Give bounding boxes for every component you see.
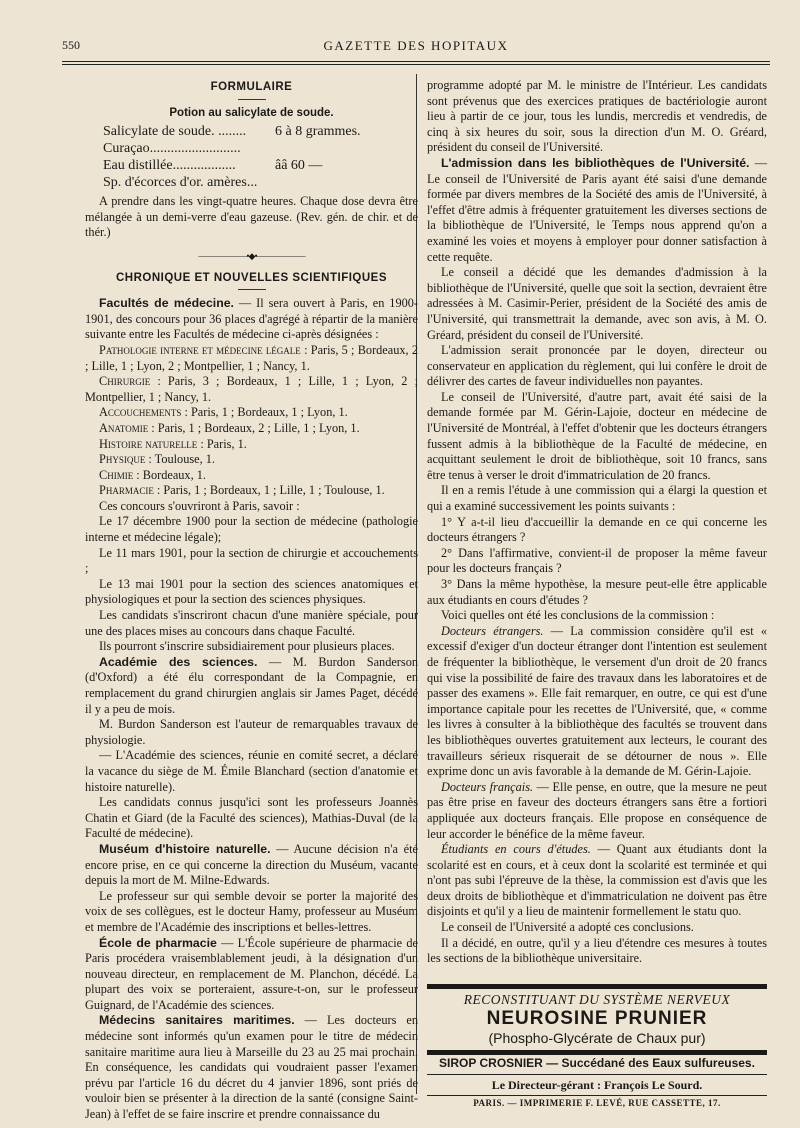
header-rule [62, 61, 770, 62]
admission-paragraph: L'admission dans les bibliothèques de l'Université. — Le conseil de l'Université de Paris ayant été saisi d'une demande formée par divers membres de la Société des amis de l'Université, à l'effet d'être admis à fréquenter gratuitement les diverses sections de la bibliothèque de l'Université, le Temps nous apprend qu'on a examiné les voies et moyens à employer pour donner satisfaction à cette requête. [427, 155, 767, 264]
paragraph: Ces concours s'ouvriront à Paris, savoir : [99, 498, 300, 513]
ecole-paragraph: École de pharmacie — L'École supérieure de pharmacie de Paris procédera vraisemblablement jeudi, à la désignation d'un nouveau directeur, en remplacement de M. Planchon, décédé. La plupart des voix se porteraient, assure-t-on, sur le professeur Guignard, de l'Académie des sciences. [85, 935, 418, 1012]
admission-heading: L'admission dans les bibliothèques de l'Université. [441, 155, 750, 170]
place-label: Pathologie interne et médecine légale [99, 342, 301, 357]
ingredient: Sp. d'écorces d'or. amères... [103, 175, 258, 191]
ingredient: Curaçao.......................... [103, 141, 241, 157]
place-row: Histoire naturelle : Paris, 1. [99, 436, 247, 451]
paragraph: — L'Académie des sciences, réunie en comité secret, a déclaré la vacance du siège de M. Émile Blanchard (section d'anatomie et histoire naturelle). [85, 748, 418, 794]
section-rule [238, 99, 266, 100]
imprimerie-line: PARIS. — IMPRIMERIE F. LEVÉ, RUE CASSETTE, 17. [473, 1098, 721, 1108]
place-row: Pharmacie : Paris, 1 ; Bordeaux, 1 ; Lille, 1 ; Toulouse, 1. [99, 483, 385, 498]
recipe-row [103, 174, 418, 191]
etrangers-label: Docteurs étrangers. [441, 623, 544, 638]
quantity: 6 à 8 grammes. [275, 124, 361, 140]
paragraph: M. Burdon Sanderson est l'auteur de remarquables travaux de physiologie. [85, 717, 418, 747]
ingredient: Eau distillée.................. [103, 158, 236, 174]
ad-rule-thin [427, 1074, 767, 1075]
place-row: Chirurgie : Paris, 3 ; Bordeaux, 1 ; Lille, 1 ; Lyon, 2 ; Montpellier, 1 ; Nancy, 1. [85, 374, 418, 404]
place-label: Pharmacie [99, 483, 154, 498]
ornament-divider: ——————•◆•—————— [198, 250, 305, 261]
paragraph: Il a décidé, en outre, qu'il y a lieu d'étendre ces mesures à toutes les sections de la bibliothèque universitaire. [427, 935, 767, 966]
paragraph: Le professeur sur qui semble devoir se porter la majorité des voix de ses collègues, est le docteur Hamy, professeur au Muséum et membre de l'Académie des inscriptions et belles-lettres. [85, 888, 418, 934]
recipe-row [103, 140, 418, 157]
recipe-title: Potion au salicylate de soude. [169, 106, 334, 119]
page-number: 550 [62, 38, 80, 52]
advertisement [427, 984, 767, 1108]
museum-paragraph: Muséum d'histoire naturelle. — Aucune décision n'a été encore prise, en ce qui concerne la direction du Muséum, vacante depuis la mort de M. Milne-Edwards. [85, 841, 419, 888]
paragraph: Le conseil a décidé que les demandes d'admission à la bibliothèque de l'Université, quelle que soit la section, devraient être adressées à M. Casimir-Perier, président de la Société des amis de l'Université, qui transmettrait la demande, avec son avis, à M. O. Gréard, président du conseil de l'Université. [427, 265, 767, 342]
paragraph: Le conseil de l'Université, d'autre part, avait été saisi de la demande formée par M. Gérin-Lajoie, docteur en médecine de l'Université de Montréal, à l'effet d'obtenir que les docteurs étrangers fussent admis à la bibliothèque de la Faculté de médecine, en acquittant seulement le droit de bibliothèque, soit 10 francs, sans être tenus à verser le droit d'immatriculation de 20 francs. [427, 389, 767, 482]
ingredient: Salicylate de soude. ........ [103, 124, 247, 140]
ad-line-neurosine: NEUROSINE PRUNIER [486, 1008, 708, 1029]
academie-heading: Académie des sciences. [99, 654, 258, 669]
place-label: Physique [99, 452, 146, 467]
paragraph: 1° Y a-t-il lieu d'accueillir la demande en ce qui concerne les docteurs étrangers ? [427, 514, 767, 545]
recipe-row [103, 123, 418, 140]
paragraph: L'admission serait prononcée par le doyen, directeur ou conservateur en application du règlement, qui lui confère le droit de délivrer des cartes de faveur individuelles non payantes. [427, 343, 767, 389]
ecole-heading: École de pharmacie [99, 935, 217, 950]
place-label: Histoire naturelle [99, 436, 198, 451]
francais-label: Docteurs français. [441, 779, 534, 794]
page-header [62, 38, 770, 60]
facultes-heading: Facultés de médecine. [99, 296, 234, 311]
museum-heading: Muséum d'histoire naturelle. [99, 841, 271, 856]
paragraph: programme adopté par M. le ministre de l'Intérieur. Les candidats sont prévenus que des exercices pratiques de bactériologie auront lieu à partir de ce jour, tous les lundis, mercredis et vendredis, de cinq à six heures du soir, sous la direction d'un M. O. Gréard, président du conseil de l'Université. [427, 78, 767, 155]
paragraph: Ils pourront s'inscrire subsidiairement pour plusieurs places. [99, 639, 395, 654]
place-label: Chirurgie [99, 374, 151, 389]
place-label: Accouchements [99, 405, 182, 420]
place-row: Physique : Toulouse, 1. [99, 452, 215, 467]
paragraph: Le conseil de l'Université a adopté ces conclusions. [441, 920, 694, 935]
academie-paragraph: Académie des sciences. — M. Burdon Sanderson (d'Oxford) a été élu correspondant de la Compagnie, en remplacement du grand chirurgien anglais sir James Paget, décédé il y a peu de mois. [85, 654, 418, 716]
ad-line-phospho: (Phospho-Glycérate de Chaux pur) [488, 1030, 706, 1046]
francais-paragraph: Docteurs français. — Elle pense, en outre, que la mesure ne peut pas être prise en faveur des docteurs étrangers sans être a fortiori appliquée aux docteurs français. Elle propose en conséquence de leur accorder le bénéfice de la même faveur. [427, 779, 767, 841]
place-row: Pathologie interne et médecine légale : Paris, 5 ; Bordeaux, 2 ; Lille, 1 ; Lyon, 2 ; Montpellier, 1 ; Nancy, 1. [85, 342, 418, 373]
place-row: Accouchements : Paris, 1 ; Bordeaux, 1 ; Lyon, 1. [99, 405, 348, 420]
section-rule [238, 289, 266, 290]
journal-title: GAZETTE DES HOPITAUX [323, 38, 509, 53]
etrangers-paragraph: Docteurs étrangers. — La commission considère qu'il est « excessif d'exiger d'un docteur étranger dont l'intention est seulement de fréquenter la bibliothèque, le versement d'un droit de 20 francs qui vise la possibilité de faire des travaux dans les laboratoires et de passer des examens ». Elle fait remarquer, en outre, ce qui est d'une importance capitale pour les recettes de l'Université, que, « comme les livres à consulter à la bibliothèque des facultés se trouvent dans les bibliothèques ouvertes gratuitement aux lecteurs, le courant des travailleurs sérieux risquerait de se détourner de nous ». Elle exprime donc un avis favorable à la demande de M. Gérin-Lajoie. [427, 623, 767, 779]
etudiants-paragraph: Étudiants en cours d'études. — Quant aux étudiants dont la scolarité est en cours, et à ceux dont la scolarité est terminée et qui n'ont pas subi l'épreuve de la thèse, la commission est d'avis que les deux droits de bibliothèque et d'immatriculation ne doivent pas être disjoints et qu'il y a lieu de maintenir formellement le statu quo. [427, 842, 767, 919]
recipe-list [103, 123, 418, 191]
place-row: Anatomie : Paris, 1 ; Bordeaux, 2 ; Lille, 1 ; Lyon, 1. [99, 420, 360, 435]
recipe-row [103, 157, 418, 174]
paragraph: Le 11 mars 1901, pour la section de chirurgie et accouchements ; [85, 545, 418, 576]
paragraph: 2° Dans l'affirmative, convient-il de proposer la même faveur pour les docteurs français ? [427, 545, 767, 576]
paragraph: Il en a remis l'étude à une commission qui a élargi la question et qui a examiné successivement les points suivants : [427, 483, 767, 514]
left-column [85, 78, 418, 1123]
formulaire-heading: FORMULAIRE [210, 81, 293, 93]
place-row: Chimie : Bordeaux, 1. [99, 467, 206, 482]
medecins-paragraph: Médecins sanitaires maritimes. — Les docteurs en médecine sont informés qu'un examen pour le titre de médecin sanitaire maritime aura lieu à Marseille du 23 au 25 mai prochain. En conséquence, les candidats qui voudraient passer l'examen prévu par l'article 16 du décret du 4 janvier 1896, sont priés de vouloir bien se présenter à la direction de la santé (consigne Saint-Jean) à l'effet de se faire inscrire et prendre connaissance du [85, 1013, 418, 1122]
quantity: ââ 60 — [275, 158, 323, 174]
medecins-heading: Médecins sanitaires maritimes. [99, 1013, 295, 1028]
paragraph: Les candidats s'inscriront chacun d'une manière spéciale, pour une des places mises au concours dans chaque Faculté. [85, 608, 418, 638]
paragraph: Le 13 mai 1901 pour la section des sciences anatomiques et physiologiques et pour la section des sciences physiques. [85, 576, 418, 607]
ad-rule-thin [427, 1095, 767, 1096]
directeur-gerant: Le Directeur-gérant : François Le Sourd. [491, 1078, 703, 1092]
paragraph: Voici quelles ont été les conclusions de la commission : [441, 608, 715, 623]
ad-line-sirop: SIROP CROSNIER — Succédané des Eaux sulfureuses. [439, 1056, 755, 1070]
place-label: Anatomie [99, 420, 149, 435]
paragraph: 3° Dans la même hypothèse, la mesure peut-elle être applicable aux étudiants en cours d'études ? [427, 577, 767, 607]
recipe-note: A prendre dans les vingt-quatre heures. Chaque dose devra être mélangée à un demi-verre d'eau gazeuse. (Rev. gén. de chir. et de thér.) [85, 194, 418, 240]
etudiants-label: Étudiants en cours d'études. [441, 842, 591, 857]
facultes-paragraph: Facultés de médecine. — Il sera ouvert à Paris, en 1900-1901, des concours pour 36 places d'agrégé à répartir de la manière suivante entre les Facultés de médecine ci-après désignées : [85, 296, 418, 342]
ad-line-reconstituant: RECONSTITUANT DU SYSTÈME NERVEUX [463, 992, 731, 1007]
place-label: Chimie [99, 467, 134, 482]
chronique-heading: CHRONIQUE ET NOUVELLES SCIENTIFIQUES [115, 271, 388, 284]
header-rule-2 [62, 64, 770, 65]
ad-rule [427, 984, 767, 989]
paragraph: Les candidats connus jusqu'ici sont les professeurs Joannès Chatin et Giard (de la Faculté des sciences), Mathias-Duval (de la Faculté de médecine). [85, 795, 418, 841]
paragraph: Le 17 décembre 1900 pour la section de médecine (pathologie interne et médecine légale); [85, 514, 418, 545]
right-column [427, 78, 767, 967]
